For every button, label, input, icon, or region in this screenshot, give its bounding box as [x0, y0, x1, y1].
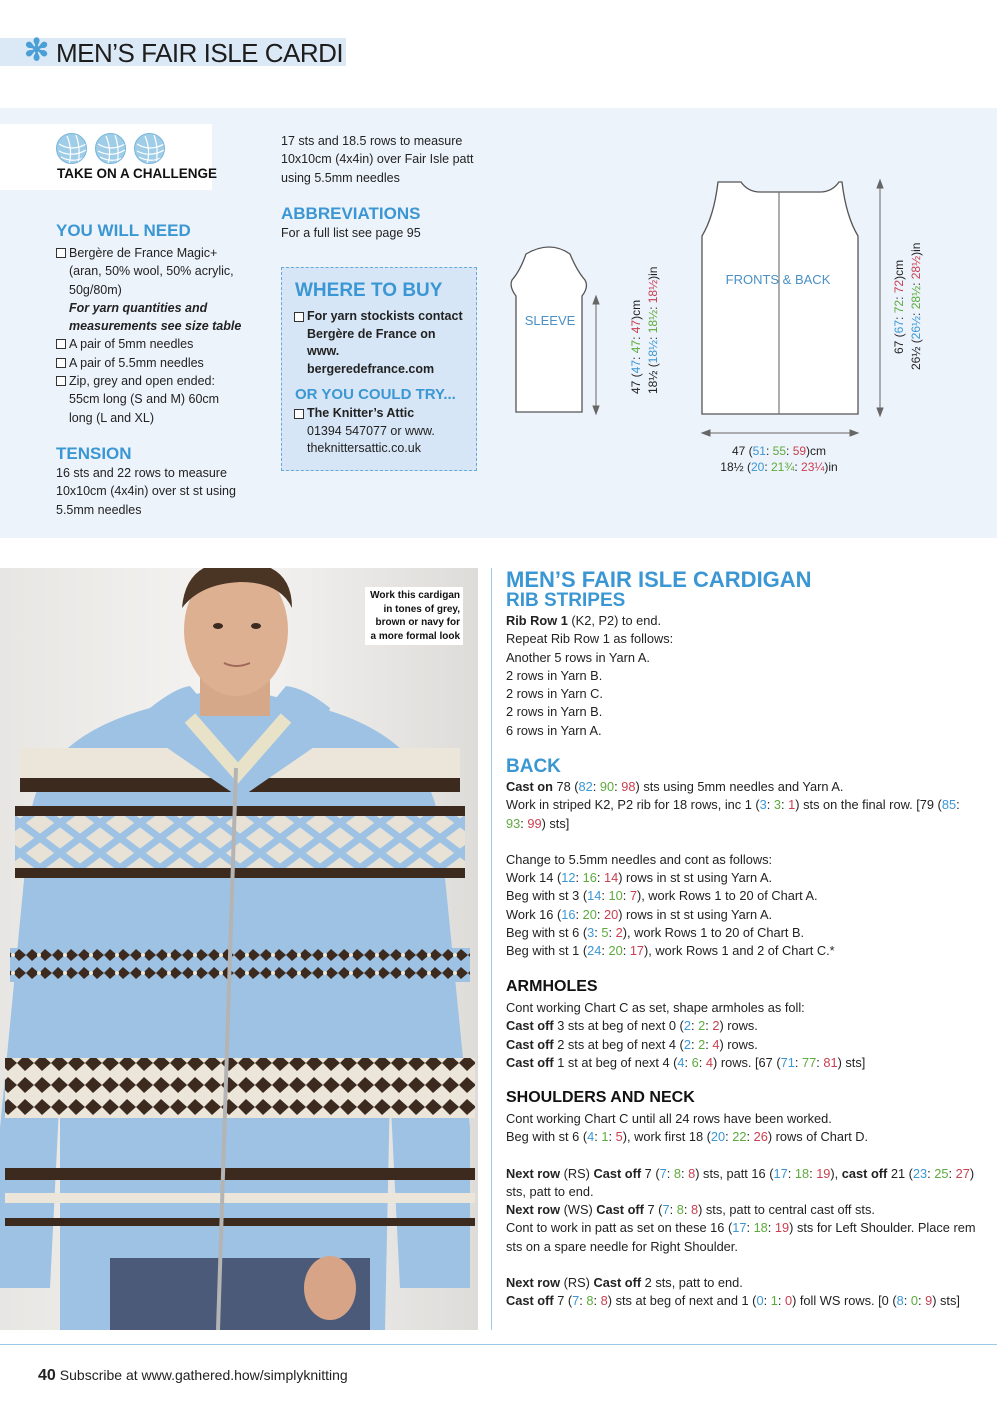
where-to-buy-heading: WHERE TO BUY — [295, 280, 443, 301]
shoulders-text: Cont working Chart C until all 24 rows have been worked. Beg with st 6 (4: 1: 5), work first 18 (20: 22: 26) rows of Chart D. Next row (RS) Cast off 7 (7: 8: 8) sts, patt 16 (17: 18: 19), cast off 21 (23: 25: 27) sts, patt to end. Next row (WS) Cast off 7 (7: 8: 8) sts, patt to central cast off sts. Cont to work in patt as set on these 16 (17: 18: 19) sts for Left Shoulder. Place rem sts on a spare needle for Right Shoulder. Next row (RS) Cast off 2 sts, patt to end. Cast off 7 (7: 8: 8) sts at beg of next and 1 (0: 1: 0) foll WS rows. [0 (8: 0: 9) sts] — [506, 1111, 976, 1309]
sleeve-label: SLEEVE — [524, 313, 576, 328]
back-line-5: Beg with st 3 (14: 10: 7), work Rows 1 to 20 of Chart A. — [506, 888, 818, 904]
where-to-buy-box — [281, 267, 477, 471]
back-line-4: Work 14 (12: 16: 14) rows in st st using Yarn A. — [506, 870, 773, 886]
body-length-cm: 67 (67: 72: 72)cm — [892, 259, 906, 354]
checkbox-icon — [56, 339, 66, 349]
back-heading: BACK — [506, 756, 561, 777]
back-line-2: Work in striped K2, P2 rib for 18 rows, inc 1 (3: 3: 1) sts on the final row. [79 (85: 93: 99) sts] — [506, 797, 960, 831]
list-item: A pair of 5mm needles — [56, 335, 246, 353]
tension-text: 16 sts and 22 rows to measure 10x10cm (4x4in) over st st using 5.5mm needles — [56, 466, 236, 517]
footer — [38, 1367, 348, 1385]
abbreviations-heading: ABBREVIATIONS — [281, 204, 421, 223]
asterisk-icon: ✻ — [24, 34, 50, 67]
yarn-note: For yarn quantities and measurements see size table — [69, 300, 242, 334]
armholes-heading: ARMHOLES — [506, 978, 598, 995]
back-line-8: Beg with st 1 (24: 20: 17), work Rows 1 and 2 of Chart C.* — [506, 943, 835, 959]
or-try-heading: OR YOU COULD TRY... — [295, 386, 456, 403]
armholes-text: Cont working Chart C as set, shape armholes as foll: Cast off 3 sts at beg of next 0 (2: 2: 2) rows. Cast off 2 sts at beg of next 4 (2: 2: 4) rows. Cast off 1 st at beg of next 4 (4: 6: 4) rows. [67 (71: 77: 81) sts] — [506, 1000, 866, 1070]
shoulders-heading: SHOULDERS AND NECK — [506, 1089, 695, 1106]
stockist-item: For yarn stockists contact Bergère de France on www. bergeredefrance.com — [294, 308, 466, 378]
schematic-diagram — [500, 168, 940, 488]
yarn-ball-icon — [95, 133, 126, 164]
footer-rule — [0, 1344, 997, 1345]
page-number: 40 — [38, 1367, 56, 1384]
body-label: FRONTS & BACK — [725, 272, 831, 287]
abbreviations-text: For a full list see page 95 — [281, 226, 421, 240]
sleeve-length-cm: 47 (47: 47: 47)cm — [629, 299, 643, 394]
back-line-1: Cast on 78 (82: 90: 98) sts using 5mm needles and Yarn A. — [506, 779, 844, 794]
back-line-3: Change to 5.5mm needles and cont as follows: — [506, 851, 773, 867]
page-title: MEN’S FAIR ISLE CARDI — [56, 38, 344, 68]
pattern-title: MEN’S FAIR ISLE CARDIGAN — [506, 567, 812, 592]
checkbox-icon — [56, 248, 66, 258]
sleeve-shape — [511, 247, 586, 412]
sleeve-length-in: 18½ (18½: 18½: 18½)in — [646, 266, 660, 394]
model-photo — [0, 568, 478, 1330]
checkbox-icon — [294, 312, 304, 322]
body-length-in: 26½ (26½: 28½: 28½)in — [909, 242, 923, 370]
challenge-label: TAKE ON A CHALLENGE — [57, 166, 217, 181]
checkbox-icon — [294, 409, 304, 419]
tension-fairisle-text: 17 sts and 18.5 rows to measure 10x10cm (4x4in) over Fair Isle patt using 5.5mm needles — [281, 134, 474, 185]
column-divider — [491, 568, 492, 1330]
rib-stripes-heading: RIB STRIPES — [506, 590, 626, 611]
tension-heading: TENSION — [56, 444, 132, 463]
rib-stripes-text: Rib Row 1 (K2, P2) to end. Repeat Rib Row 1 as follows: Another 5 rows in Yarn A. 2 rows in Yarn B. 2 rows in Yarn C. 2 rows in Yarn B. 6 rows in Yarn A. — [506, 613, 674, 738]
photo-caption: Work this cardigan in tones of grey, brown or navy for a more formal look — [365, 587, 463, 645]
yarn-ball-icon — [56, 133, 87, 164]
yarn-ball-icon — [134, 133, 165, 164]
alt-stockist-item: The Knitter’s Attic 01394 547077 or www. theknittersattic.co.uk — [294, 405, 466, 458]
back-text — [506, 778, 976, 961]
list-item: A pair of 5.5mm needles — [56, 354, 246, 372]
subscribe-link[interactable]: Subscribe at www.gathered.how/simplyknitting — [59, 1367, 348, 1383]
checkbox-icon — [56, 376, 66, 386]
body-width-in: 18½ (20: 21¾: 23¼)in — [720, 460, 838, 474]
back-line-7: Beg with st 6 (3: 5: 2), work Rows 1 to 20 of Chart B. — [506, 925, 805, 941]
list-item: Zip, grey and open ended: 55cm long (S and M) 60cm long (L and XL) — [56, 372, 246, 427]
list-item: Bergère de France Magic+ (aran, 50% wool, 50% acrylic, 50g/80m) — [56, 244, 246, 299]
checkbox-icon — [56, 358, 66, 368]
body-shape — [702, 182, 858, 414]
you-will-need-heading: YOU WILL NEED — [56, 221, 191, 240]
back-line-6: Work 16 (16: 20: 20) rows in st st using Yarn A. — [506, 906, 773, 922]
body-width-cm: 47 (51: 55: 59)cm — [731, 444, 827, 458]
materials-list — [56, 244, 246, 427]
